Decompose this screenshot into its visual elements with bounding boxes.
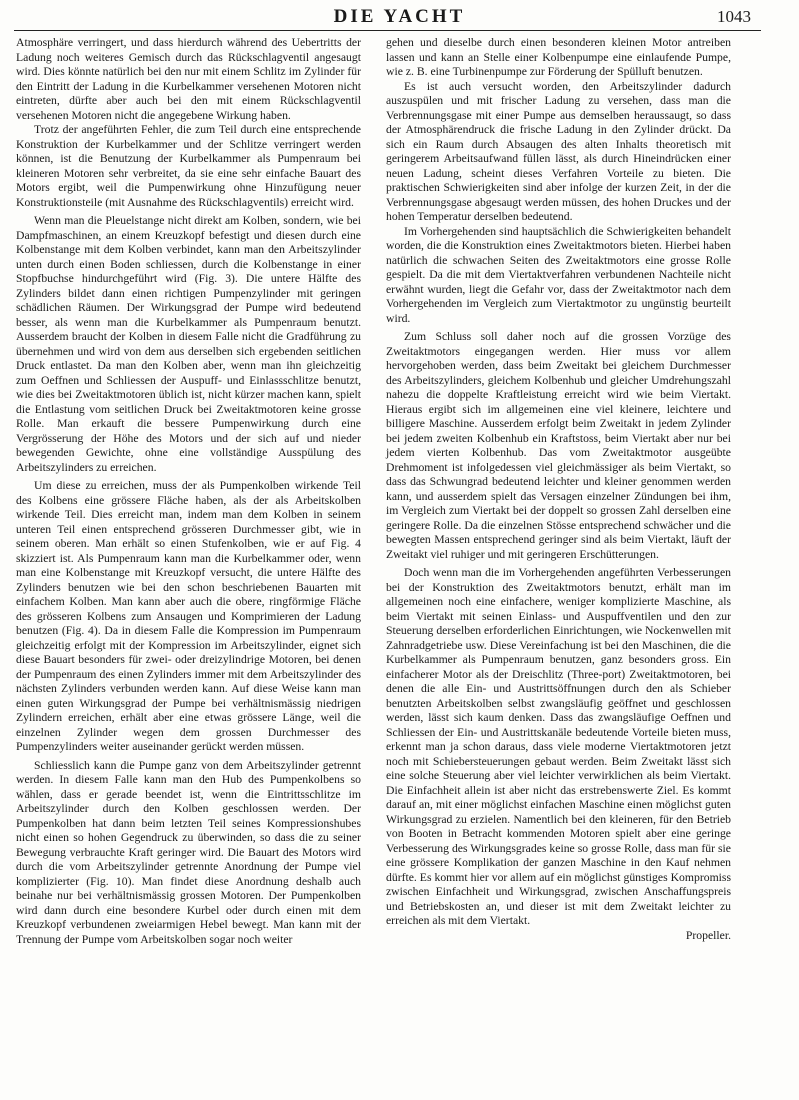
left-column (16, 36, 361, 947)
paragraph: Zum Schluss soll daher noch auf die grossen Vorzüge des Zweitaktmotors eingegangen werden. Hier muss vor allem hervorgehoben werden, dass beim Zweitakt bei gleichem Durchmesser des Arbeitszylinders, gleichem Kolbenhub und gleicher Umdrehungszahl nahezu die doppelte Kraftleistung erreicht wird wie beim Viertakt. Hieraus ergibt sich im allgemeinen eine viel kleinere, leichtere und billigere Maschine. Ausserdem erfolgt beim Zweitakt in jedem Zylinder bei jedem zweiten Kolbenhub ein Kraftstoss, beim Viertakt aber nur bei jedem vierten Kolbenhub. Das vom Zweitaktmotor ausgeübte Drehmoment ist infolgedessen viel gleichmässiger als beim Viertakt, so dass das Schwungrad bedeutend leichter und kleiner genommen werden kann, und ausserdem spielt das Versagen einzelner Zündungen bei ihm, im Vergleich zum Viertakt bei der doppelt so grossen Zahl derselben eine geringere Rolle. Da die einzelnen Stösse entsprechend schwächer und die bewegten Massen entsprechend geringer sind als beim Viertakt, läuft der Zweitakt viel ruhiger und mit geringeren Erschütterungen. (386, 330, 731, 561)
paragraph: Doch wenn man die im Vorhergehenden angeführten Verbesserungen bei der Konstruktion des Zweitaktmotors benutzt, erhält man im allgemeinen noch eine einfachere, weniger komplizierte Maschine, als beim Viertakt mit seinen Einlass- und Auspuffventilen und den zur Steuerung derselben erforderlichen Einrichtungen, wie Nockenwellen mit Zahnradgetriebe usw. Diese Vereinfachung ist bei den Maschinen, die die Kurbelkammer als Pumpenraum benutzen, ganz besonders gross. Ein einfacherer Motor als der Dreischlitz (Three-port) Zweitaktmotoren, bei denen die alle Ein- und Austrittsöffnungen durch den als Schieber benutzten Arbeitskolben selbst zwangsläufig geöffnet und geschlossen werden, lässt sich kaum denken. Dass das zwangsläufige Oeffnen und Schliessen der Ein- und Austrittskanäle bedeutende Vorteile bieten muss, erkennt man ja schon daraus, dass viele moderne Viertaktmotoren jetzt noch mit Schiebersteuerungen gebaut werden. Beim Zweitakt lässt sich eine solche Steuerung aber viel leichter verwirklichen als beim Viertakt. Die Einfachheit allein ist aber nicht das erstrebenswerte Ziel. Es kommt darauf an, mit einer möglichst einfachen Maschine einen möglichst guten Wirkungsgrad zu erzielen. Namentlich bei den kleineren, für den Betrieb von Booten in Betracht kommenden Motoren spielt aber eine geringe Verbesserung des Wirkungsgrades keine so grosse Rolle, dass man für sie eine grössere Komplikation der ganzen Maschine in den Kauf nehmen dürfte. Es kommt hier vor allem auf ein möglichst günstiges Kompromiss zwischen Einfachheit und Wirkungsgrad, zwischen Anschaffungspreis und Betriebskosten an, und dieser ist mit dem Zweitakt leichter zu erreichen als mit dem Viertakt. (386, 566, 731, 927)
paragraph: Um diese zu erreichen, muss der als Pumpenkolben wirkende Teil des Kolbens eine grössere Fläche haben, als der als Arbeitskolben wirkende Teil. Dies erreicht man, indem man dem Kolben in seinem unteren Teil einen entsprechend grösseren Durchmesser gibt, wie in seinem oberen. Man erhält so einen Stufenkolben, wie er auf Fig. 4 skizziert ist. Als Pumpenraum kann man die Kurbelkammer oder, wenn man eine Kolbenstange mit Kreuzkopf versucht, die untere Hälfte des Zylinders benutzen wie bei den schon beschriebenen Bauarten mit einfachem Kolben. Man kann aber auch die obere, ringförmige Fläche des grösseren Kolbens zum Ansaugen und Komprimieren der Ladung benutzen (Fig. 4). Da in diesem Falle die Kompression im Pumpenraum gleichzeitig erfolgt mit der Kompression im Arbeitszylinder, eignet sich diese Bauart besonders für zwei- oder dreizylindrige Motoren, bei denen der Pumpenraum des einen Zylinders immer mit dem Arbeitszylinder des nächsten Zylinders verbunden werden kann. Auf diese Weise kann man einen guten Wirkungsgrad der Pumpe bei verhältnismässig niedrigen Zylindern erreichen, erhält aber eine etwas grössere Länge, weil die einzelnen Zylinder wegen dem grossen Durchmesser des Pumpenzylinders weiter auseinander gerückt werden müssen. (16, 479, 361, 753)
journal-title: DIE YACHT (333, 6, 466, 27)
paragraph: Atmosphäre verringert, und dass hierdurch während des Uebertritts der Ladung noch weiteres Gemisch durch das Rückschlagventil angesaugt wird. Dies könnte natürlich bei den nur mit einem Schlitz im Zylinder für den Eintritt der Ladung in die Kurbelkammer versehenen Motoren nicht eintreten, dürfte aber auch bei den mit einem Rückschlagventil versehenen Motoren nicht die angegebene Wirkung haben. (16, 36, 361, 122)
header-rule (14, 30, 761, 31)
page-header (0, 6, 799, 28)
paragraph: Wenn man die Pleuelstange nicht direkt am Kolben, sondern, wie bei Dampfmaschinen, an einem Kreuzkopf befestigt und diesen durch eine Kolbenstange mit dem Kolben verbindet, kann man den Arbeitszylinder unten durch einen Boden schliessen, durch die Kolbenstange in einer Stopfbuchse hindurchgeführt wird (Fig. 3). Die untere Hälfte des Zylinders bildet dann einen richtigen Pumpenzylinder mit geringen schädlichen Räumen. Der Wirkungsgrad der Pumpe wird bedeutend besser, als wenn man die Kurbelkammer als Pumpenraum benutzt. Ausserdem braucht der Kolben in diesem Falle nicht die Gradführung zu übernehmen und wird von dem aus derselben sich ergebenden seitlichen Druck entlastet. Da man den Kolben aber, wenn man ihn gleichzeitig zum Oeffnen und Schliessen der Auspuff- und Einlassschlitze benutzt, wie dies bei Zweitaktmotoren üblich ist, nicht kürzer machen kann, spielt die Entlastung vom seitlichen Druck bei Zweitaktmotoren keine grosse Rolle. Man erkauft die bessere Pumpenwirkung durch eine Vergrösserung der Höhe des Motors und der sich auf und nieder bewegenden Gewichte, ohne eine vollständige Ausspülung des Arbeitszylinders zu erreichen. (16, 214, 361, 474)
page-number: 1043 (717, 7, 751, 26)
paragraph: gehen und dieselbe durch einen besonderen kleinen Motor antreiben lassen und kann an Stelle einer Kolbenpumpe eine einlaufende Pumpe, wie z. B. eine Turbinenpumpe zur Förderung der Spülluft benutzen. (386, 36, 731, 78)
paragraph: Trotz der angeführten Fehler, die zum Teil durch eine entsprechende Konstruktion der Kurbelkammer und der Schlitze verringert werden können, ist die Benutzung der Kurbelkammer als Pumpenraum bei kleineren Motoren sehr verbreitet, da sie eine sehr einfache Bauart des Motors ergibt, weil die Pumpenwirkung ohne Hinzufügung neuer Konstruktionsteile (mit Ausnahme des Rückschlagventils) erreicht wird. (16, 123, 361, 209)
right-column (386, 36, 731, 943)
author-signature: Propeller. (685, 928, 731, 942)
paragraph: Es ist auch versucht worden, den Arbeitszylinder dadurch auszuspülen und mit frischer Ladung zu versehen, dass man die Verbrennungsgase mit einer Pumpe aus demselben heraussaugt, so dass der Atmosphärendruck die frische Ladung in den Zylinder drückt. Da sich ein Raum durch Absaugen des alten Inhalts theoretisch mit geringerem Arbeitsaufwand füllen lässt, als durch Hineindrücken einer neuen Ladung, scheint dieses Verfahren Vorteile zu bieten. Die praktischen Schwierigkeiten sind aber infolge der kurzen Zeit, in der die Verbrennungsgase abgesaugt werden müssen, des hohen Druckes und der hohen Temperatur derselben bedeutend. (386, 79, 731, 223)
paragraph: Schliesslich kann die Pumpe ganz von dem Arbeitszylinder getrennt werden. In diesem Falle kann man den Hub des Pumpenkolbens so wählen, dass er gerade beendet ist, wenn die Eintrittsschlitze im Arbeitszylinder durch den Kolben geschlossen werden. Der Pumpenkolben hat dann beim letzten Teil seines Kompressionshubes nicht einen so hohen Gegendruck zu überwinden, so dass die zu seiner Bewegung verbrauchte Kraft geringer wird. Die Bauart des Motors wird durch die vom Arbeitszylinder getrennte Anordnung der Pumpe viel komplizierter (Fig. 10). Man findet diese Anordnung deshalb auch beinahe nur bei verhältnismässig grossen Motoren. Der Pumpenkolben wird dann durch eine besondere Kurbel oder durch einen mit dem Kreuzkopf verbundenen zweiarmigen Hebel bewegt. Man kann mit der Trennung der Pumpe vom Arbeitskolben sogar noch weiter (16, 758, 361, 946)
paragraph: Im Vorhergehenden sind hauptsächlich die Schwierigkeiten behandelt worden, die die Konstruktion eines Zweitaktmotors bieten. Hierbei haben natürlich die schwachen Seiten des Zweitaktmotors eine grosse Rolle gespielt. Da die mit dem Viertaktverfahren verbundenen Nachteile nicht erwähnt wurden, liegt die Gefahr vor, dass der Zweitaktmotor nach dem Vorhergehenden im Vergleich zum Viertaktmotor zu ungünstig beurteilt wird. (386, 224, 731, 325)
